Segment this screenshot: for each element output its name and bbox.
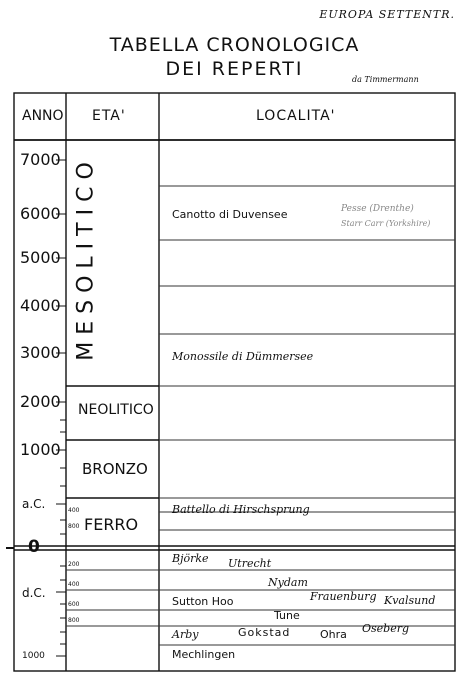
century-tick-label: 400	[68, 507, 80, 514]
title-line-1: TABELLA CRONOLOGICA	[109, 34, 360, 56]
site-utrecht: Utrecht	[228, 557, 272, 570]
year-label-ad: d.C.	[22, 586, 46, 600]
century-tick-label: 600	[68, 601, 80, 608]
era-neolithic: NEOLITICO	[78, 402, 154, 418]
site-kvalsund: Kvalsund	[384, 594, 436, 607]
era-bronze: BRONZO	[82, 460, 148, 478]
century-tick-label: 800	[68, 523, 80, 530]
site-pesse: Pesse (Drenthe)	[341, 204, 414, 214]
era-mesolithic: MESOLITICO	[73, 155, 99, 361]
site-frauenburg: Frauenburg	[310, 590, 377, 603]
column-header-site: LOCALITA'	[256, 108, 336, 124]
site-duvensee: Canotto di Duvensee	[172, 208, 288, 221]
site-tune: Tune	[274, 609, 300, 622]
year-label: 7000	[20, 150, 61, 169]
site-oseberg: Oseberg	[362, 622, 410, 635]
century-tick-label: 400	[68, 581, 80, 588]
title-line-2: DEI REPERTI	[165, 58, 304, 80]
site-duemmersee: Monossile di Dümmersee	[172, 350, 314, 363]
site-arby: Arby	[172, 628, 199, 641]
year-label: 6000	[20, 204, 61, 223]
site-sutton-hoo: Sutton Hoo	[172, 595, 234, 608]
attribution: da Timmermann	[352, 75, 419, 84]
site-gokstad: Gokstad	[238, 626, 291, 639]
century-tick-label: 200	[68, 561, 80, 568]
year-label-bc: a.C.	[22, 497, 46, 511]
site-star-carr: Starr Carr (Yorkshire)	[341, 219, 431, 228]
site-bjorke: Björke	[172, 552, 209, 565]
site-ohra: Ohra	[320, 628, 347, 641]
year-label: 3000	[20, 343, 61, 362]
year-label: 1000	[20, 440, 61, 459]
year-label-zero: 0	[28, 537, 40, 557]
year-label: 5000	[20, 248, 61, 267]
year-label: 1000	[22, 651, 45, 661]
century-tick-label: 800	[68, 617, 80, 624]
site-nydam: Nydam	[268, 576, 308, 589]
site-mechlingen: Mechlingen	[172, 648, 236, 661]
column-header-era: ETA'	[92, 108, 126, 124]
column-header-year: ANNO	[22, 108, 64, 124]
year-label: 2000	[20, 392, 61, 411]
year-label: 4000	[20, 296, 61, 315]
corner-note: EUROPA SETTENTR.	[319, 8, 455, 21]
era-iron: FERRO	[84, 515, 139, 534]
site-hirschsprung: Battello di Hirschsprung	[172, 503, 310, 516]
